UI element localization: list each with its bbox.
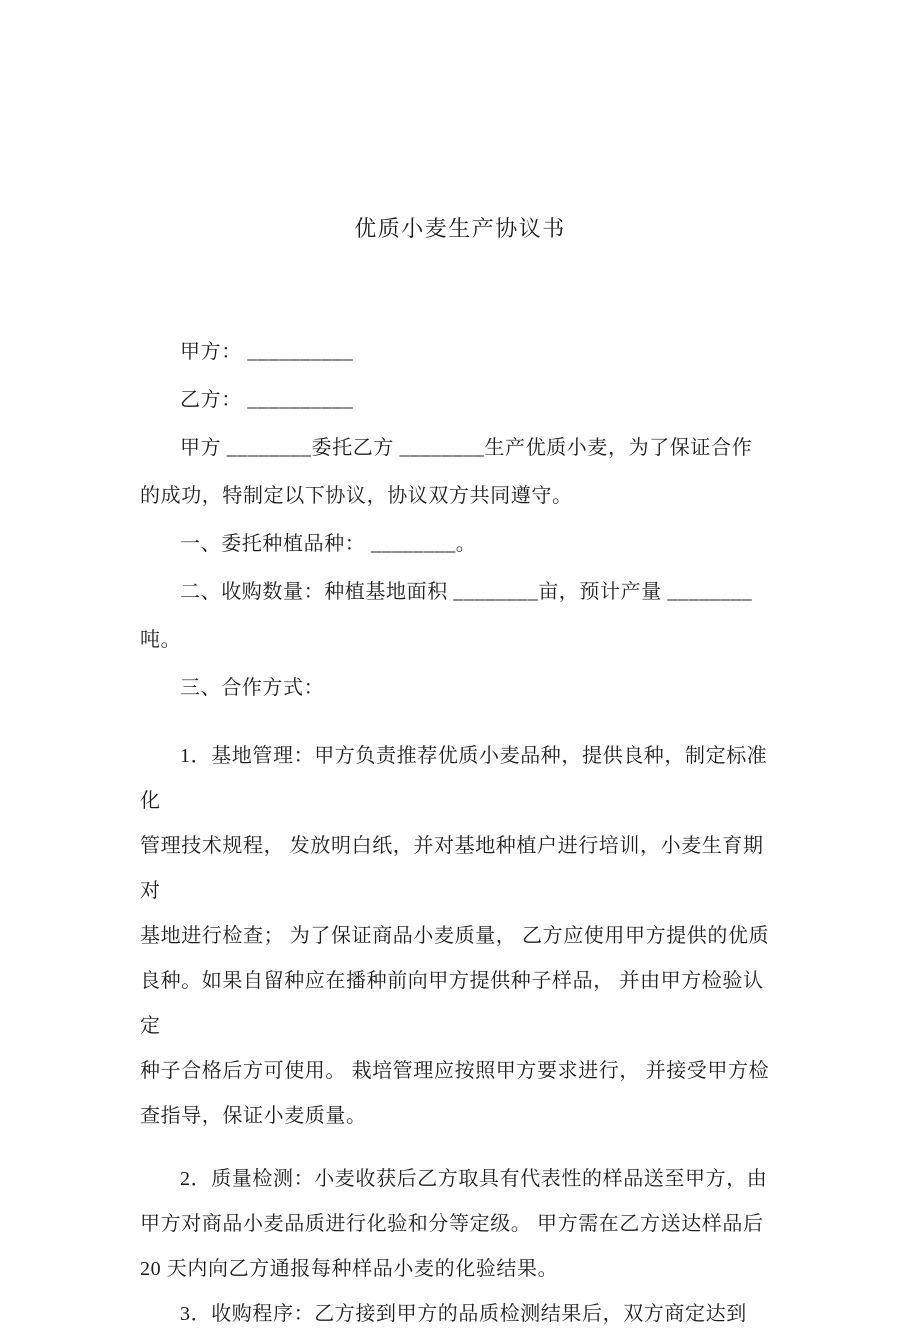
clause-2-line-1: 二、收购数量：种植基地面积 ________亩，预计产量 ________ xyxy=(180,581,753,603)
intro-line-2: 的成功，特制定以下协议，协议双方共同遵守。 xyxy=(140,485,573,507)
item-3-purchase-procedure xyxy=(140,1292,780,1337)
item-1-line-5: 种子合格后方可使用。 栽培管理应按照甲方要求进行， 并接受甲方检 xyxy=(140,1060,770,1082)
item-2-quality-testing xyxy=(140,1157,780,1292)
item-2-line-3: 20 天内向乙方通报每种样品小麦的化验结果。 xyxy=(140,1258,559,1280)
document-title: 优质小麦生产协议书 xyxy=(354,216,566,241)
item-3-line-1: 3．收购程序：乙方接到甲方的品质检测结果后，双方商定达到 xyxy=(180,1303,747,1325)
item-1-line-3: 基地进行检查； 为了保证商品小麦质量， 乙方应使用甲方提供的优质 xyxy=(140,925,770,947)
item-1-line-6: 查指导，保证小麦质量。 xyxy=(140,1105,367,1127)
item-2-line-1: 2．质量检测：小麦收获后乙方取具有代表性的样品送至甲方，由 xyxy=(180,1168,768,1190)
item-1-line-4: 良种。如果自留种应在播种前向甲方提供种子样品， 并由甲方检验认定 xyxy=(140,970,764,1037)
intro-line-1: 甲方 ________委托乙方 ________生产优质小麦，为了保证合作 xyxy=(180,437,753,459)
item-2-line-2: 甲方对商品小麦品质进行化验和分等定级。 甲方需在乙方送达样品后 xyxy=(140,1213,764,1235)
item-1-line-1: 1．基地管理：甲方负责推荐优质小麦品种，提供良种，制定标准化 xyxy=(140,745,768,812)
item-1-base-management xyxy=(140,734,780,1139)
item-1-line-2: 管理技术规程， 发放明白纸，并对基地种植户进行培训，小麦生育期对 xyxy=(140,835,764,902)
clause-1-line: 一、委托种植品种： ________。 xyxy=(180,533,477,555)
clause-2-line-2: 吨。 xyxy=(140,629,182,651)
preamble-section xyxy=(140,328,780,712)
party-a-line: 甲方： __________ xyxy=(180,341,354,363)
clause-3-heading: 三、合作方式： xyxy=(180,677,325,699)
party-b-line: 乙方： __________ xyxy=(180,389,354,411)
